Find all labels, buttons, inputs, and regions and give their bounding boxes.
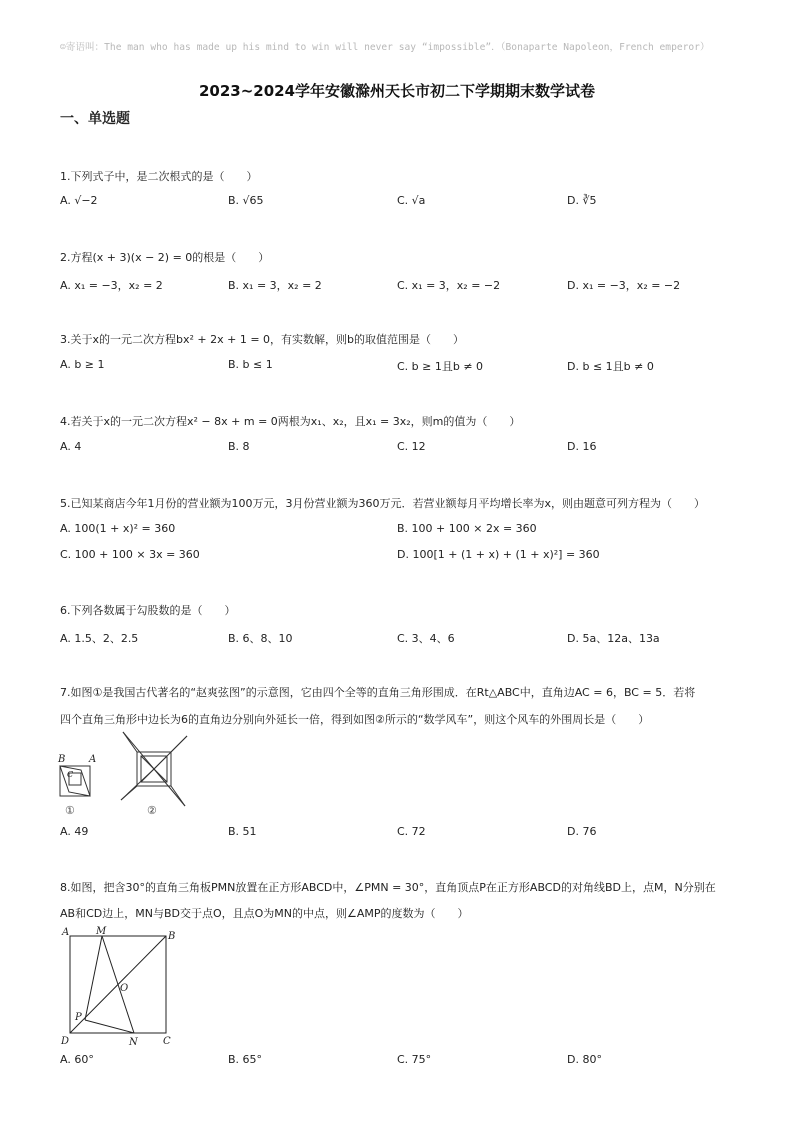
square-abcd-figure	[70, 936, 166, 1033]
label-o: O	[120, 983, 129, 994]
q6-option-c[interactable]: C. 3、4、6	[397, 632, 455, 645]
motto-header: ☺寄语叫：The man who has made up his mind to win will never say “impossible”．（Bonaparte Napoleon，French emperor）	[60, 42, 710, 53]
q7-option-d[interactable]: D. 76	[567, 825, 597, 838]
question-7-stem-line2: 四个直角三角形中边长为6的直角边分别向外延长一倍，得到如图②所示的“数学风车”，则这个风车的外围周长是（ ）	[60, 713, 650, 726]
label-b: B	[168, 931, 176, 942]
q5-option-b[interactable]: B. 100 + 100 × 2x = 360	[397, 522, 537, 535]
question-7-stem: 7.如图①是我国古代著名的“赵爽弦图”的示意图，它由四个全等的直角三角形围成．在Rt△ABC中，直角边AC = 6，BC = 5．若将	[60, 686, 696, 699]
q2-option-d[interactable]: D. x₁ = −3，x₂ = −2	[567, 279, 681, 292]
fig1-label-a: A	[89, 754, 97, 765]
q7-option-a[interactable]: A. 49	[60, 825, 89, 838]
windmill-figure	[121, 732, 187, 806]
q1-option-b[interactable]: B. √65	[228, 194, 264, 207]
q4-option-b[interactable]: B. 8	[228, 440, 250, 453]
question-8-stem-line2: AB和CD边上，MN与BD交于点O，且点O为MN的中点，则∠AMP的度数为（ ）	[60, 907, 469, 920]
label-p: P	[75, 1012, 82, 1023]
q1-option-d[interactable]: D. ∛5	[567, 194, 597, 207]
q7-option-c[interactable]: C. 72	[397, 825, 426, 838]
q6-option-a[interactable]: A. 1.5、2、2.5	[60, 632, 139, 645]
q6-option-d[interactable]: D. 5a、12a、13a	[567, 632, 660, 645]
fig1-caption: ①	[65, 804, 75, 817]
q7-figure	[55, 728, 195, 820]
q8-option-a[interactable]: A. 60°	[60, 1053, 94, 1066]
section-heading: 一、单选题	[60, 111, 130, 127]
q3-option-d[interactable]: D. b ≤ 1且b ≠ 0	[567, 360, 654, 373]
q2-option-a[interactable]: A. x₁ = −3，x₂ = 2	[60, 279, 163, 292]
question-2-stem: 2.方程(x + 3)(x − 2) = 0的根是（ ）	[60, 251, 270, 264]
q6-option-b[interactable]: B. 6、8、10	[228, 632, 293, 645]
label-m: M	[96, 926, 107, 937]
label-n: N	[129, 1037, 138, 1048]
page-title: 2023~2024学年安徽滁州天长市初二下学期期末数学试卷	[198, 82, 596, 100]
label-d: D	[61, 1036, 70, 1047]
label-c: C	[163, 1036, 171, 1047]
q5-option-a[interactable]: A. 100(1 + x)² = 360	[60, 522, 176, 535]
q4-option-c[interactable]: C. 12	[397, 440, 426, 453]
fig1-label-c: C	[67, 770, 74, 779]
q5-option-c[interactable]: C. 100 + 100 × 3x = 360	[60, 548, 200, 561]
q1-option-a[interactable]: A. √−2	[60, 194, 98, 207]
q8-option-c[interactable]: C. 75°	[397, 1053, 432, 1066]
q4-option-a[interactable]: A. 4	[60, 440, 82, 453]
q5-option-d[interactable]: D. 100[1 + (1 + x) + (1 + x)²] = 360	[397, 548, 600, 561]
q2-option-c[interactable]: C. x₁ = 3，x₂ = −2	[397, 279, 501, 292]
q3-option-c[interactable]: C. b ≥ 1且b ≠ 0	[397, 360, 484, 373]
q7-option-b[interactable]: B. 51	[228, 825, 257, 838]
fig2-caption: ②	[147, 804, 157, 817]
q4-option-d[interactable]: D. 16	[567, 440, 597, 453]
question-3-stem: 3.关于x的一元二次方程bx² + 2x + 1 = 0，有实数解，则b的取值范围是（ ）	[60, 333, 465, 346]
q2-option-b[interactable]: B. x₁ = 3，x₂ = 2	[228, 279, 322, 292]
q8-figure	[56, 924, 186, 1050]
zhao-shuang-figure	[60, 766, 90, 796]
q8-option-d[interactable]: D. 80°	[567, 1053, 602, 1066]
question-6-stem: 6.下列各数属于勾股数的是（ ）	[60, 604, 236, 617]
question-1-stem: 1.下列式子中，是二次根式的是（ ）	[60, 170, 258, 183]
q1-option-c[interactable]: C. √a	[397, 194, 426, 207]
label-a: A	[62, 927, 70, 938]
question-5-stem: 5.已知某商店今年1月份的营业额为100万元，3月份营业额为360万元．若营业额每月平均增长率为x，则由题意可列方程为（ ）	[60, 497, 705, 510]
question-8-stem: 8.如图，把含30°的直角三角板PMN放置在正方形ABCD中，∠PMN = 30°，直角顶点P在正方形ABCD的对角线BD上，点M，N分别在	[60, 881, 716, 894]
fig1-label-b: B	[58, 754, 66, 765]
q8-option-b[interactable]: B. 65°	[228, 1053, 263, 1066]
q3-option-a[interactable]: A. b ≥ 1	[60, 358, 105, 371]
question-4-stem: 4.若关于x的一元二次方程x² − 8x + m = 0两根为x₁、x₂，且x₁ = 3x₂，则m的值为（ ）	[60, 415, 521, 428]
q3-option-b[interactable]: B. b ≤ 1	[228, 358, 273, 371]
